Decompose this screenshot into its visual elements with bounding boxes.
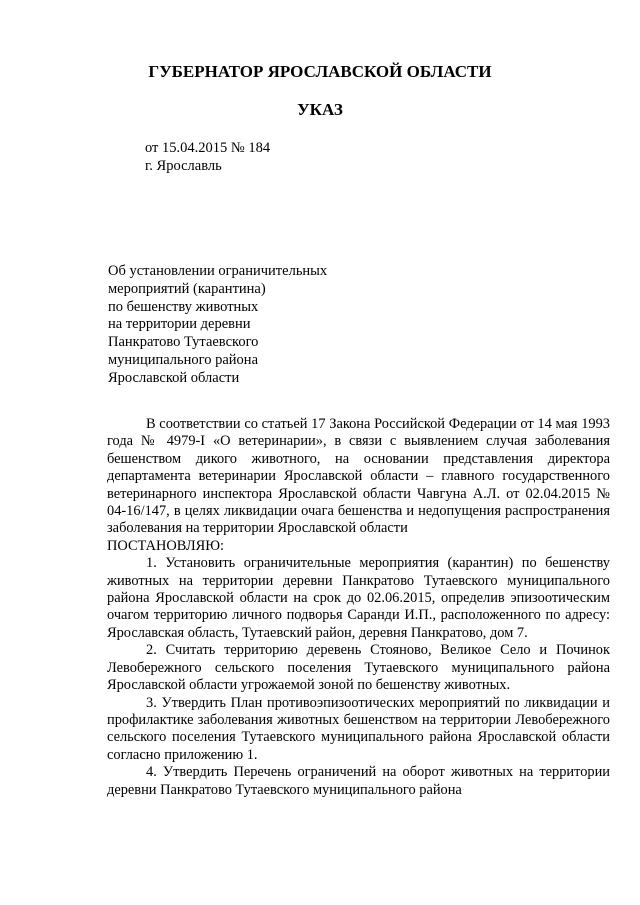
issuing-authority: ГУБЕРНАТОР ЯРОСЛАВСКОЙ ОБЛАСТИ	[148, 62, 492, 81]
decree-word: ПОСТАНОВЛЯЮ:	[107, 537, 225, 554]
decree-item-3: 3. Утвердить План противоэпизоотических мероприятий по ликвидации и профилактике заболевания животных бешенством на территории Левобережного сельского поселения Тутаевского муниципального района Ярославской области согласно приложению 1.	[107, 694, 610, 763]
document-body	[107, 416, 610, 799]
decree-item-2: 2. Считать территорию деревень Стояново, Великое Село и Починок Левобережного сельского поселения Тутаевского муниципального района Ярославской области угрожаемой зоной по бешенству животных.	[107, 642, 610, 694]
subject-line: Панкратово Тутаевского	[108, 334, 259, 350]
subject-line: мероприятий (карантина)	[108, 281, 266, 297]
decree-item-4: 4. Утвердить Перечень ограничений на оборот животных на территории деревни Панкратово Тутаевского муниципального района	[107, 764, 610, 798]
document-type: УКАЗ	[297, 100, 343, 119]
subject-line: Об установлении ограничительных	[108, 263, 328, 279]
decree-item-1: 1. Установить ограничительные мероприятия (карантин) по бешенству животных на территории деревни Панкратово Тутаевского муниципального района Ярославской области на срок до 02.06.2015, определив эпизоотическим очагом территорию личного подворья Саранди И.П., расположенного по адресу: Ярославская область, Тутаевский район, деревня Панкратово, дом 7.	[107, 555, 610, 641]
subject-line: Ярославской области	[108, 370, 240, 386]
subject-line: муниципального района	[108, 352, 258, 368]
subject-line: по бешенству животных	[108, 299, 259, 315]
preamble-paragraph: В соответствии со статьей 17 Закона Российской Федерации от 14 мая 1993 года № 4979-I «О ветеринарии», в связи с выявлением случая заболевания бешенством дикого животного, на основании представления директора департамента ветеринарии Ярославской области – главного государственного ветеринарного инспектора Ярославской области Чавгуна А.Л. от 02.04.2015 № 04-16/147, в целях ликвидации очага бешенства и недопущения распространения заболевания на территории Ярославской области	[107, 416, 610, 537]
subject-line: на территории деревни	[108, 316, 251, 332]
city: г. Ярославль	[145, 158, 222, 174]
date-and-number: от 15.04.2015 № 184	[145, 140, 271, 156]
